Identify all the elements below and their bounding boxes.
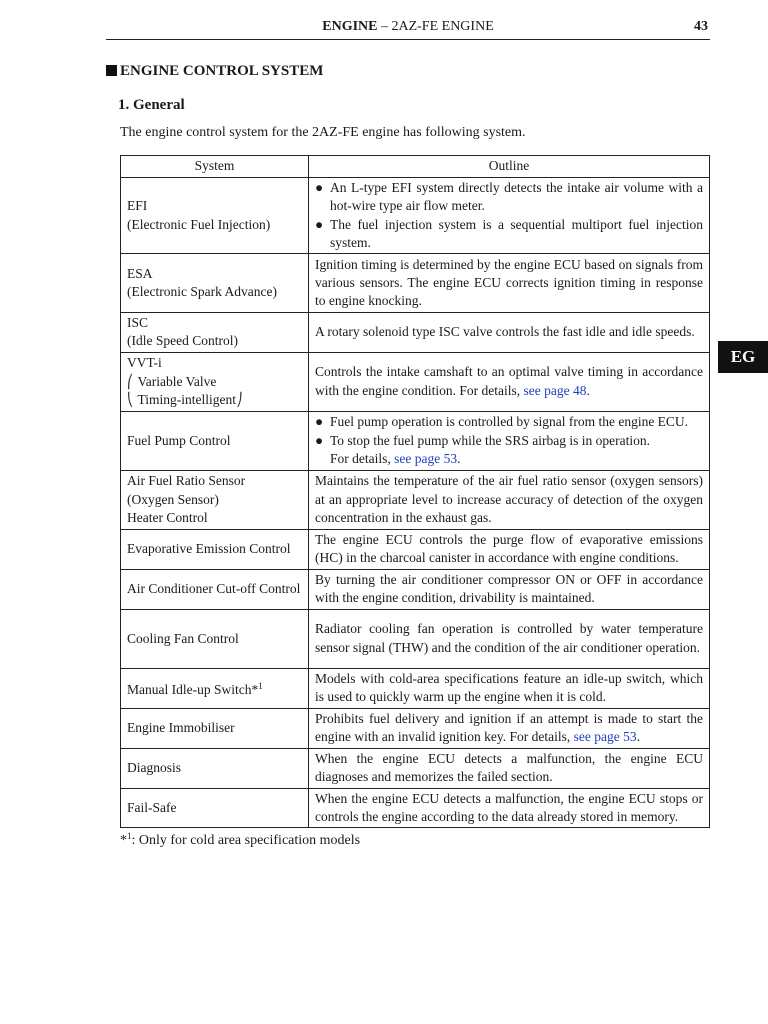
system-cell: Evaporative Emission Control	[121, 529, 309, 569]
table-row	[121, 609, 710, 668]
system-cell: Fail-Safe	[121, 788, 309, 828]
system-subname	[127, 391, 302, 409]
outline-tail: .	[457, 450, 461, 466]
outline-cell: Radiator cooling fan operation is controlled by water temperature sensor signal (THW) and the condition of the air conditioner operation.	[309, 609, 710, 668]
system-cell: Air Conditioner Cut-off Control	[121, 569, 309, 609]
system-name: VVT-i	[127, 355, 162, 371]
outline-cell: By turning the air conditioner compressor ON or OFF in accordance with the engine condition, drivability is maintained.	[309, 569, 710, 609]
outline-cell: The engine ECU controls the purge flow of evaporative emissions (HC) in the charcoal canister in accordance with engine conditions.	[309, 529, 710, 569]
footnote-text: : Only for cold area specification models	[131, 833, 361, 848]
footnote-marker: 1	[258, 681, 263, 692]
outline-cell: When the engine ECU detects a malfunction, the engine ECU stops or controls the engine according to the data already stored in memory.	[309, 788, 710, 828]
bullet-item	[315, 179, 703, 216]
table-row	[121, 569, 710, 609]
column-header-outline: Outline	[309, 156, 710, 178]
table-row	[121, 313, 710, 353]
bullet-text: An L-type EFI system directly detects the intake air volume with a hot-wire type air flow meter.	[330, 180, 703, 214]
system-cell	[121, 313, 309, 353]
header-title-rest: – 2AZ-FE ENGINE	[377, 19, 494, 34]
page-header	[106, 17, 710, 40]
outline-tail: .	[586, 382, 590, 398]
table-row	[121, 748, 710, 788]
outline-cell: When the engine ECU detects a malfunction, the engine ECU diagnoses and memorizes the failed section.	[309, 748, 710, 788]
header-title	[106, 19, 710, 35]
system-name: EFI	[127, 198, 148, 214]
outline-cell	[309, 178, 710, 254]
system-cell	[121, 178, 309, 254]
footnote	[120, 831, 360, 849]
see-page-link[interactable]: see page 48	[523, 382, 587, 398]
section-heading	[106, 63, 323, 80]
table-row	[121, 668, 710, 708]
outline-cell: Ignition timing is determined by the engine ECU based on signals from various sensors. The engine ECU corrects ignition timing in response to engine knocking.	[309, 254, 710, 313]
close-paren-glyph-right: ⎠	[236, 391, 243, 407]
outline-text: Controls the intake camshaft to an optimal valve timing in accordance with the engine condition. For details,	[315, 364, 703, 398]
system-subname: (Electronic Spark Advance)	[127, 284, 277, 300]
bullet-item	[315, 413, 703, 431]
system-subname-line1: Variable Valve	[137, 373, 217, 389]
bullet-text: Fuel pump operation is controlled by signal from the engine ECU.	[330, 414, 689, 430]
header-title-bold: ENGINE	[322, 19, 378, 34]
open-paren-glyph: ⎛	[127, 373, 134, 389]
outline-cell: Maintains the temperature of the air fuel ratio sensor (oxygen sensors) at an appropriate level to increase accuracy of detection of the oxygen concentration in the exhaust gas.	[309, 470, 710, 529]
see-page-link[interactable]: see page 53	[394, 450, 458, 466]
engine-control-table	[120, 155, 710, 828]
system-subname: Heater Control	[127, 509, 208, 525]
bullet-item	[315, 432, 703, 450]
bullet-icon: ●	[315, 180, 324, 195]
table-row	[121, 352, 710, 411]
system-cell: Engine Immobiliser	[121, 708, 309, 748]
outline-text: Prohibits fuel delivery and ignition if an attempt is made to start the engine with an invalid ignition key. For details,	[315, 710, 703, 745]
details-line	[315, 450, 703, 468]
system-subname-line2: Timing-intelligent	[137, 391, 237, 407]
table-row	[121, 470, 710, 529]
column-header-system: System	[121, 156, 309, 178]
bullet-text: To stop the fuel pump while the SRS airbag is in operation.	[330, 432, 651, 448]
system-cell: Fuel Pump Control	[121, 411, 309, 470]
outline-cell: Models with cold-area specifications feature an idle-up switch, which is used to quickly warm up the engine when it is cold.	[309, 668, 710, 708]
table-row	[121, 411, 710, 470]
outline-tail: .	[636, 729, 640, 745]
table-row	[121, 254, 710, 313]
outline-cell: A rotary solenoid type ISC valve controls the fast idle and idle speeds.	[309, 313, 710, 353]
bullet-icon: ●	[315, 432, 324, 448]
system-name: Air Fuel Ratio Sensor	[127, 473, 246, 489]
square-bullet-icon	[106, 65, 117, 76]
bullet-text: The fuel injection system is a sequential multiport fuel injection system.	[330, 216, 703, 250]
system-subname: (Oxygen Sensor)	[127, 491, 219, 507]
section-title: ENGINE CONTROL SYSTEM	[120, 63, 324, 79]
system-cell	[121, 254, 309, 313]
system-subname: (Electronic Fuel Injection)	[127, 216, 271, 232]
system-cell: Diagnosis	[121, 748, 309, 788]
table-row	[121, 708, 710, 748]
outline-cell	[309, 708, 710, 748]
system-cell: Cooling Fan Control	[121, 609, 309, 668]
close-paren-glyph: ⎝	[127, 391, 134, 407]
system-cell	[121, 352, 309, 411]
table-row	[121, 529, 710, 569]
system-name: ISC	[127, 315, 149, 331]
table-header-row	[121, 156, 710, 178]
table-row	[121, 788, 710, 828]
system-name: Manual Idle-up Switch*	[127, 682, 259, 698]
bullet-item	[315, 216, 703, 253]
footnote-mark: *	[120, 833, 127, 848]
system-subname: (Idle Speed Control)	[127, 333, 238, 349]
system-name: ESA	[127, 265, 153, 281]
details-text: For details,	[330, 450, 395, 466]
bullet-icon: ●	[315, 414, 324, 430]
system-cell	[121, 668, 309, 708]
footnote-sup: 1	[127, 831, 132, 841]
page-number: 43	[694, 19, 708, 34]
system-subname	[127, 373, 302, 391]
bullet-icon: ●	[315, 216, 324, 232]
subsection-heading: 1. General	[118, 97, 185, 113]
outline-cell	[309, 411, 710, 470]
outline-cell	[309, 352, 710, 411]
intro-paragraph: The engine control system for the 2AZ-FE engine has following system.	[120, 125, 526, 140]
see-page-link[interactable]: see page 53	[573, 729, 637, 745]
system-cell	[121, 470, 309, 529]
table-row	[121, 178, 710, 254]
section-tab-eg: EG	[718, 341, 768, 373]
